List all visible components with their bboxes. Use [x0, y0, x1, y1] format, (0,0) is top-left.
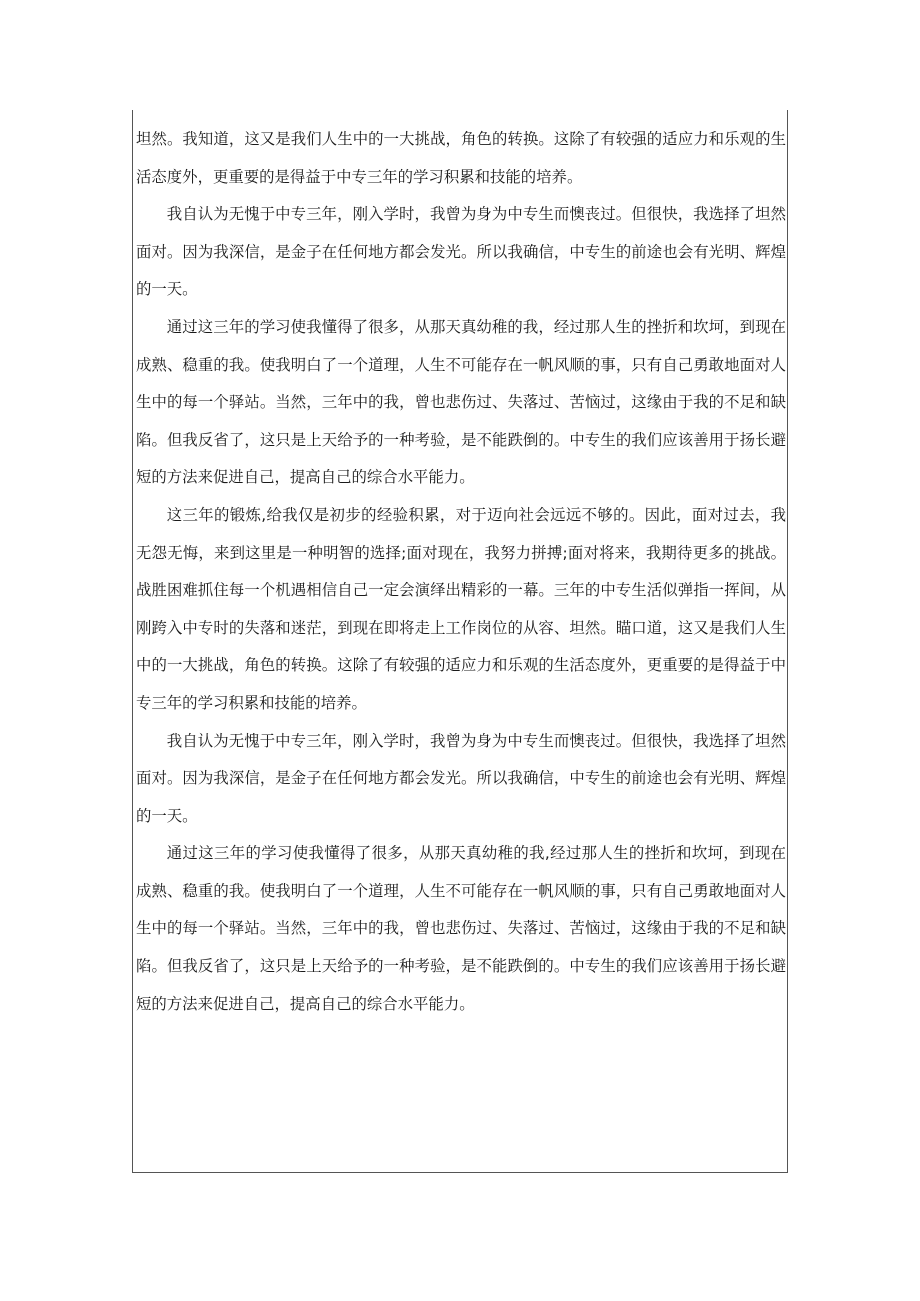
paragraph-1: 坦然。我知道，这又是我们人生中的一大挑战，角色的转换。这除了有较强的适应力和乐观的生活态度外，更重要的是得益于中专三年的学习积累和技能的培养。 [136, 130, 786, 186]
paragraph-5: 我自认为无愧于中专三年，刚入学时，我曾为身为中专生而懊丧过。但很快，我选择了坦然面对。因为我深信，是金子在任何地方都会发光。所以我确信，中专生的前途也会有光明、辉煌的一天。 [136, 731, 786, 825]
document-body [136, 121, 786, 1023]
paragraph-3: 通过这三年的学习使我懂得了很多，从那天真幼稚的我，经过那人生的挫折和坎坷，到现在成熟、稳重的我。使我明白了一个道理，人生不可能存在一帆风顺的事，只有自己勇敢地面对人生中的每一个驿站。当然，三年中的我，曾也悲伤过、失落过、苦恼过，这缘由于我的不足和缺陷。但我反省了，这只是上天给予的一种考验，是不能跌倒的。中专生的我们应该善用于扬长避短的方法来促进自己，提高自己的综合水平能力。 [136, 317, 786, 487]
paragraph-6: 通过这三年的学习使我懂得了很多，从那天真幼稚的我,经过那人生的挫折和坎坷，到现在成熟、稳重的我。使我明白了一个道理，人生不可能存在一帆风顺的事，只有自己勇敢地面对人生中的每一个驿站。当然，三年中的我，曾也悲伤过、失落过、苦恼过，这缘由于我的不足和缺陷。但我反省了，这只是上天给予的一种考验，是不能跌倒的。中专生的我们应该善用于扬长避短的方法来促进自己，提高自己的综合水平能力。 [136, 844, 786, 1013]
paragraph-4: 这三年的锻炼,给我仅是初步的经验积累，对于迈向社会远远不够的。因此，面对过去，我无怨无悔，来到这里是一种明智的选择;面对现在，我努力拼搏;面对将来，我期待更多的挑战。战胜困难抓住每一个机遇相信自己一定会演绎出精彩的一幕。三年的中专生活似弹指一挥间，从刚跨入中专时的失落和迷茫，到现在即将走上工作岗位的从容、坦然。瞄口道，这又是我们人生中的一大挑战，角色的转换。这除了有较强的适应力和乐观的生活态度外，更重要的是得益于中专三年的学习积累和技能的培养。 [136, 505, 786, 712]
paragraph-2: 我自认为无愧于中专三年，刚入学时，我曾为身为中专生而懊丧过。但很快，我选择了坦然面对。因为我深信，是金子在任何地方都会发光。所以我确信，中专生的前途也会有光明、辉煌的一天。 [136, 205, 786, 299]
